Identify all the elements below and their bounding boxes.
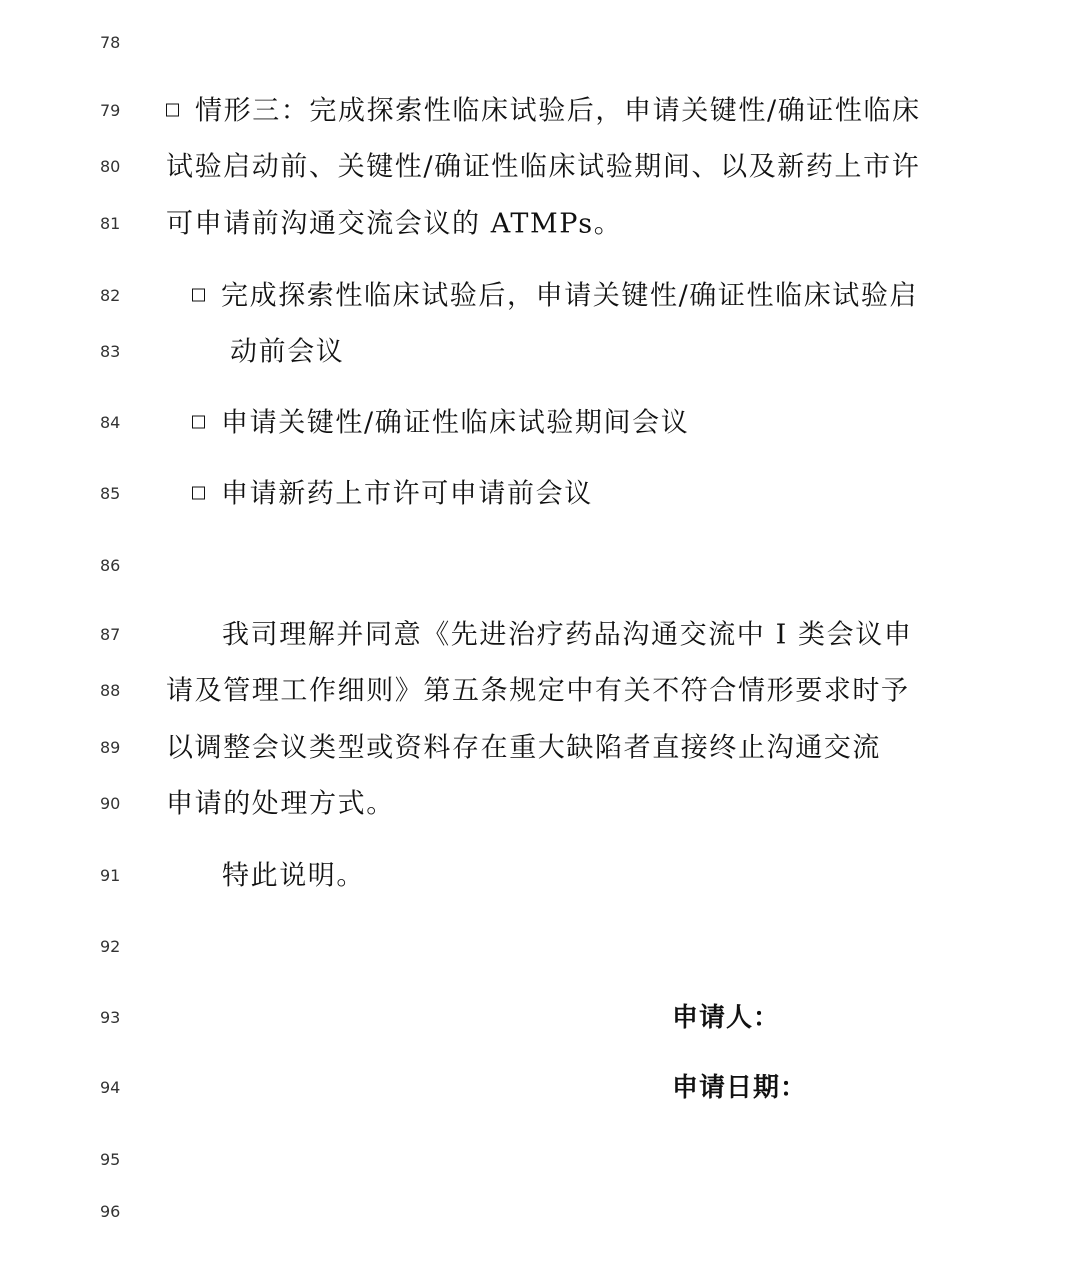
- line-number: 83: [100, 342, 121, 361]
- checkbox-icon[interactable]: [166, 104, 179, 117]
- application-date-label: 申请日期：: [672, 1073, 808, 1103]
- line-text: 申请新药上市许可申请前会议: [221, 478, 593, 510]
- line-text: 我司理解并同意《先进治疗药品沟通交流中 I 类会议申: [222, 619, 913, 651]
- line-84: [0, 403, 1080, 443]
- line-number: 95: [100, 1150, 121, 1169]
- option-pre-nda-meeting[interactable]: [192, 478, 593, 510]
- line-80: [0, 147, 1080, 187]
- line-number: 88: [100, 681, 121, 700]
- line-text: 完成探索性临床试验后，申请关键性/确证性临床试验启: [221, 280, 919, 312]
- line-number: 90: [100, 794, 121, 813]
- line-86: [0, 546, 1080, 586]
- line-78: [0, 23, 1080, 63]
- line-94: [0, 1068, 1080, 1108]
- line-number: 96: [100, 1202, 121, 1221]
- line-number: 82: [100, 286, 121, 305]
- checkbox-icon[interactable]: [192, 487, 205, 500]
- line-number: 92: [100, 937, 121, 956]
- line-79: [0, 91, 1080, 131]
- line-number: 94: [100, 1078, 121, 1097]
- checkbox-icon[interactable]: [192, 416, 205, 429]
- line-number: 84: [100, 413, 121, 432]
- line-number: 91: [100, 866, 121, 885]
- line-text: 动前会议: [230, 336, 345, 368]
- line-85: [0, 474, 1080, 514]
- line-82: [0, 276, 1080, 316]
- line-number: 81: [100, 214, 121, 233]
- line-text: 请及管理工作细则》第五条规定中有关不符合情形要求时予: [166, 675, 910, 707]
- line-81: [0, 204, 1080, 244]
- line-number: 78: [100, 33, 121, 52]
- line-text: 特此说明。: [222, 860, 365, 892]
- line-number: 80: [100, 157, 121, 176]
- checkbox-icon[interactable]: [192, 289, 205, 302]
- option-pre-pivotal-meeting[interactable]: [192, 280, 919, 312]
- option-scenario-three[interactable]: [166, 95, 921, 127]
- line-text: 申请关键性/确证性临床试验期间会议: [221, 407, 690, 439]
- line-93: [0, 998, 1080, 1038]
- line-number: 79: [100, 101, 121, 120]
- line-96: [0, 1192, 1080, 1232]
- applicant-label: 申请人：: [672, 1003, 781, 1033]
- line-91: [0, 856, 1080, 896]
- line-83: [0, 332, 1080, 372]
- line-number: 93: [100, 1008, 121, 1027]
- line-88: [0, 671, 1080, 711]
- line-number: 87: [100, 625, 121, 644]
- line-number: 86: [100, 556, 121, 575]
- line-89: [0, 728, 1080, 768]
- line-text: 申请的处理方式。: [166, 788, 395, 820]
- option-pivotal-trial-meeting[interactable]: [192, 407, 690, 439]
- line-92: [0, 927, 1080, 967]
- line-text: 可申请前沟通交流会议的 ATMPs。: [166, 208, 623, 240]
- line-number: 85: [100, 484, 121, 503]
- line-95: [0, 1140, 1080, 1180]
- line-text: 以调整会议类型或资料存在重大缺陷者直接终止沟通交流: [166, 732, 881, 764]
- line-number: 89: [100, 738, 121, 757]
- line-text: 情形三：完成探索性临床试验后，申请关键性/确证性临床: [195, 95, 921, 127]
- line-90: [0, 784, 1080, 824]
- line-87: [0, 615, 1080, 655]
- line-text: 试验启动前、关键性/确证性临床试验期间、以及新药上市许: [166, 151, 921, 183]
